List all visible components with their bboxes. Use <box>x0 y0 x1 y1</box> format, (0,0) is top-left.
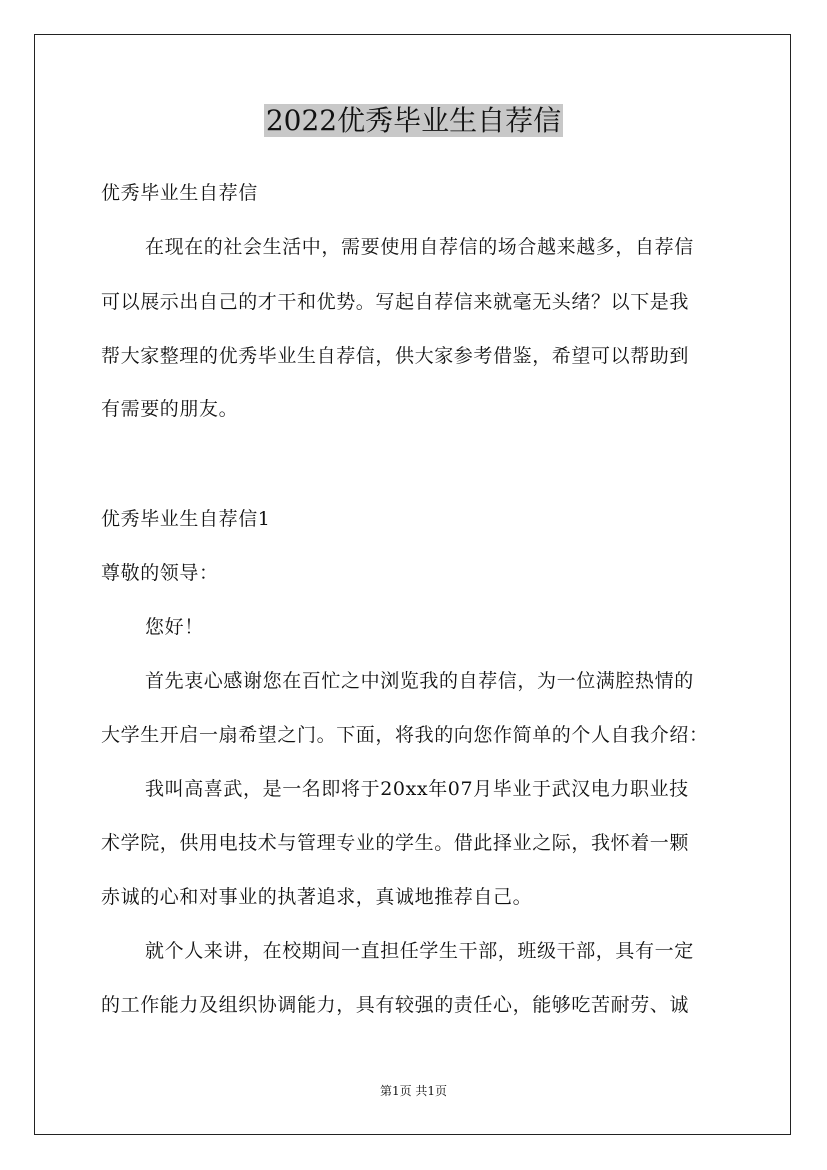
salutation: 尊敬的领导： <box>101 562 219 584</box>
paragraph-line: 赤诚的心和对事业的执著追求，真诚地推荐自己。 <box>101 886 533 908</box>
letter-heading: 优秀毕业生自荐信1 <box>101 508 271 530</box>
paragraph-line: 大学生开启一扇希望之门。下面，将我的向您作简单的个人自我介绍： <box>101 724 709 746</box>
paragraph-line: 有需要的朋友。 <box>101 398 239 420</box>
page-number-footer: 第1页 共1页 <box>379 1084 448 1098</box>
paragraph-line: 帮大家整理的优秀毕业生自荐信，供大家参考借鉴，希望可以帮助到 <box>101 345 690 367</box>
paragraph-line: 可以展示出自己的才干和优势。写起自荐信来就毫无头绪？以下是我 <box>101 291 690 313</box>
greeting: 您好！ <box>145 616 204 638</box>
paragraph-line: 首先衷心感谢您在百忙之中浏览我的自荐信，为一位满腔热情的 <box>145 670 694 692</box>
paragraph-line: 在现在的社会生活中，需要使用自荐信的场合越来越多，自荐信 <box>145 236 694 258</box>
paragraph-line: 的工作能力及组织协调能力，具有较强的责任心，能够吃苦耐劳、诚 <box>101 994 690 1016</box>
section-heading: 优秀毕业生自荐信 <box>101 182 258 204</box>
document-title: 2022优秀毕业生自荐信 <box>265 104 562 137</box>
paragraph-line: 术学院，供用电技术与管理专业的学生。借此择业之际，我怀着一颗 <box>101 832 690 854</box>
paragraph-line: 就个人来讲，在校期间一直担任学生干部，班级干部，具有一定 <box>145 940 694 962</box>
paragraph-line: 我叫高喜武，是一名即将于20xx年07月毕业于武汉电力职业技 <box>145 778 689 800</box>
